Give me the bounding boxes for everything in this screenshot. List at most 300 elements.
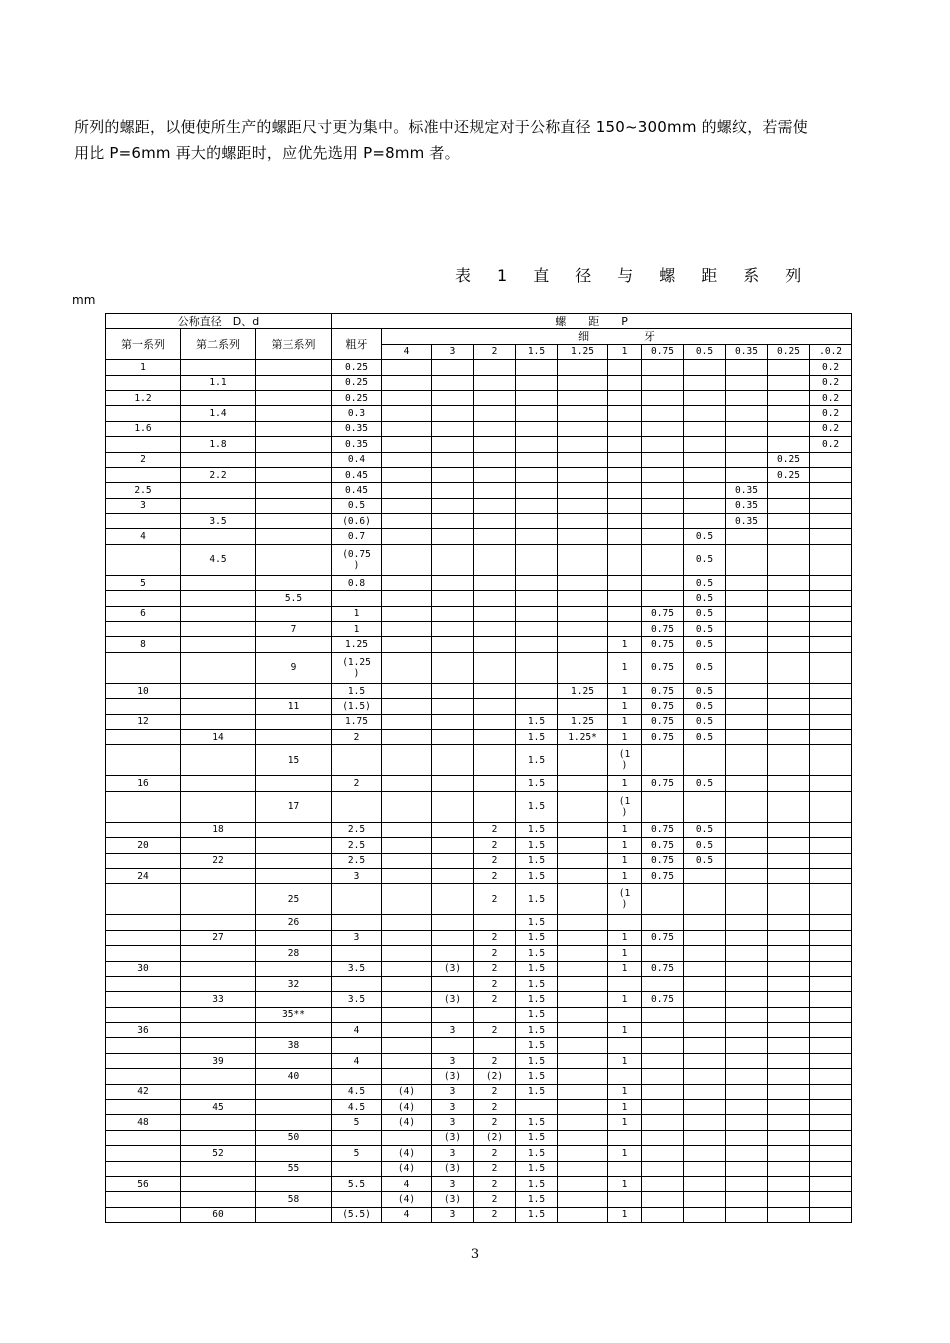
table-cell [684,360,726,375]
table-cell [608,483,642,498]
table-cell [106,1069,181,1084]
table-cell [558,961,608,976]
table-row [106,822,852,837]
table-cell: 2.5 [332,822,382,837]
table-row [106,884,852,915]
table-cell [810,1207,852,1222]
table-cell [516,652,558,683]
table-cell: 1.1 [181,375,256,390]
table-cell [516,467,558,482]
table-cell [768,884,810,915]
table-cell [474,652,516,683]
table-cell: 40 [256,1069,332,1084]
table-cell [382,791,432,822]
table-cell [106,946,181,961]
table-cell [768,1146,810,1161]
table-cell: 0.35 [726,498,768,513]
table-row [106,1007,852,1022]
table-cell: 0.5 [684,838,726,853]
table-cell [181,483,256,498]
table-cell: 5.5 [332,1176,382,1191]
table-cell [608,1130,642,1145]
table-cell [106,699,181,714]
table-cell [382,606,432,621]
table-cell [432,745,474,776]
table-cell [726,529,768,544]
fine-pitch-header: 0.75 [642,344,684,359]
table-cell [256,1115,332,1130]
table-cell [432,637,474,652]
table-cell [558,591,608,606]
table-cell: 33 [181,992,256,1007]
table-cell [382,1007,432,1022]
table-row [106,714,852,729]
table-cell [810,976,852,991]
table-cell: 2 [474,1207,516,1222]
table-cell [608,1038,642,1053]
table-cell [726,1130,768,1145]
table-cell [106,1100,181,1115]
table-cell: 55 [256,1161,332,1176]
table-cell: 2 [332,776,382,791]
table-cell [558,853,608,868]
table-cell [558,406,608,421]
table-cell [516,622,558,637]
header-coarse: 粗牙 [332,329,382,360]
table-cell [332,1069,382,1084]
table-cell [181,1161,256,1176]
table-cell [106,591,181,606]
table-cell: 2 [474,853,516,868]
table-cell [642,1038,684,1053]
table-cell [768,406,810,421]
table-row [106,452,852,467]
table-cell: 0.5 [684,714,726,729]
table-cell: 1 [608,1207,642,1222]
table-cell: 0.25 [768,452,810,467]
table-cell: (0.75 ) [332,544,382,575]
table-caption [455,263,801,286]
table-cell [642,745,684,776]
table-cell: 1.2 [106,390,181,405]
table-cell [474,437,516,452]
table-cell: 6 [106,606,181,621]
table-row [106,437,852,452]
table-row [106,1176,852,1191]
table-cell: (0.6) [332,514,382,529]
table-cell [382,976,432,991]
table-cell: 0.7 [332,529,382,544]
table-cell: 10 [106,683,181,698]
table-cell: 0.35 [332,437,382,452]
table-cell: 1.5 [516,745,558,776]
table-cell [684,915,726,930]
table-cell: 0.35 [726,483,768,498]
table-cell [768,1023,810,1038]
table-cell: 18 [181,822,256,837]
table-cell [642,1146,684,1161]
table-cell: 2 [106,452,181,467]
table-cell [684,976,726,991]
table-cell: (4) [382,1084,432,1099]
table-cell [382,683,432,698]
table-cell [256,498,332,513]
table-cell [256,714,332,729]
table-row [106,421,852,436]
table-cell [558,868,608,883]
table-cell: 1.5 [516,884,558,915]
table-cell [684,514,726,529]
table-cell [106,652,181,683]
table-cell [768,360,810,375]
table-cell: 1.8 [181,437,256,452]
table-cell [608,1069,642,1084]
table-cell [106,437,181,452]
table-cell [726,652,768,683]
table-cell [558,575,608,590]
table-cell [726,961,768,976]
table-cell [768,622,810,637]
table-cell [474,1038,516,1053]
table-cell: 3.5 [181,514,256,529]
table-cell [382,467,432,482]
table-cell: 1.5 [516,838,558,853]
table-cell [684,452,726,467]
table-cell [684,437,726,452]
table-cell [642,1069,684,1084]
table-cell: 1.5 [516,1161,558,1176]
table-cell [382,575,432,590]
table-cell: (3) [432,1130,474,1145]
table-cell [106,915,181,930]
table-row [106,776,852,791]
table-cell [768,776,810,791]
table-cell [726,915,768,930]
table-cell [768,1161,810,1176]
table-cell [642,1207,684,1222]
table-cell [558,992,608,1007]
table-cell [642,360,684,375]
table-cell [810,1176,852,1191]
table-cell: 1.5 [516,1053,558,1068]
table-cell [516,529,558,544]
table-cell: 1.5 [516,930,558,945]
table-cell [181,683,256,698]
table-cell [256,390,332,405]
table-cell: 1.25 [558,683,608,698]
table-cell: 1.5 [516,1130,558,1145]
table-cell [810,575,852,590]
table-row [106,498,852,513]
table-cell [106,1207,181,1222]
table-cell [106,992,181,1007]
table-cell [642,1115,684,1130]
table-cell [181,915,256,930]
table-cell: 2.2 [181,467,256,482]
table-cell [558,1192,608,1207]
table-cell [558,930,608,945]
table-cell [726,452,768,467]
table-cell: 1.25 [558,714,608,729]
table-cell [382,390,432,405]
table-cell [382,1053,432,1068]
table-cell: 1.5 [516,1084,558,1099]
table-cell [810,1053,852,1068]
table-cell [642,591,684,606]
table-cell [256,1023,332,1038]
table-cell [106,375,181,390]
table-cell: 26 [256,915,332,930]
table-cell [382,1038,432,1053]
table-cell [382,930,432,945]
table-cell: 0.2 [810,390,852,405]
table-cell [608,406,642,421]
table-cell [474,637,516,652]
table-cell: 36 [106,1023,181,1038]
table-cell: 1.5 [516,976,558,991]
table-cell: 1 [608,961,642,976]
table-cell: 0.5 [684,776,726,791]
table-cell [382,699,432,714]
table-cell: 0.8 [332,575,382,590]
unit-label: mm [72,293,96,307]
table-cell: 2.5 [332,853,382,868]
table-cell [181,591,256,606]
table-cell [608,437,642,452]
table-cell: 1 [608,729,642,744]
table-cell: 0.75 [642,622,684,637]
table-cell [181,776,256,791]
table-cell [474,776,516,791]
table-cell [810,791,852,822]
table-cell [810,1023,852,1038]
table-cell [558,1053,608,1068]
table-cell [516,452,558,467]
table-cell: 1.5 [516,1069,558,1084]
table-cell: 1.5 [516,822,558,837]
table-cell [810,1100,852,1115]
table-cell: 0.45 [332,483,382,498]
table-cell: 32 [256,976,332,991]
paragraph-line: 所列的螺距，以便使所生产的螺距尺寸更为集中。标准中还规定对于公称直径 150~300mm 的螺纹，若需使 [74,118,808,136]
table-cell: 1.6 [106,421,181,436]
table-cell [558,1038,608,1053]
table-cell [726,1146,768,1161]
table-cell: 3 [432,1023,474,1038]
table-cell [432,946,474,961]
table-cell [332,884,382,915]
table-cell [768,529,810,544]
table-cell [810,838,852,853]
table-cell [726,575,768,590]
table-cell [642,1176,684,1191]
table-cell [558,544,608,575]
table-cell [810,529,852,544]
table-cell: 1 [608,1176,642,1191]
table-cell [181,498,256,513]
table-cell: 1.5 [516,853,558,868]
table-cell [256,437,332,452]
table-cell [768,390,810,405]
table-cell [810,745,852,776]
table-cell [516,1100,558,1115]
table-cell [684,375,726,390]
table-cell [474,452,516,467]
table-cell [432,452,474,467]
table-cell [516,406,558,421]
table-cell: 3 [106,498,181,513]
table-cell [432,514,474,529]
table-cell [382,452,432,467]
table-cell [608,375,642,390]
table-cell [432,1038,474,1053]
table-cell [332,1192,382,1207]
table-cell: 5 [332,1115,382,1130]
table-cell [558,498,608,513]
table-cell [332,976,382,991]
table-cell [558,946,608,961]
table-cell [768,1192,810,1207]
table-cell [726,822,768,837]
pitch-table [105,313,852,1223]
table-cell [181,946,256,961]
table-cell [768,1084,810,1099]
table-cell [726,622,768,637]
table-cell [768,1038,810,1053]
table-cell [382,360,432,375]
table-cell [432,529,474,544]
table-cell [642,946,684,961]
table-cell [432,483,474,498]
table-cell [684,483,726,498]
table-cell [332,1038,382,1053]
table-cell [474,575,516,590]
table-cell: 2 [474,1176,516,1191]
table-cell [726,1038,768,1053]
table-cell [106,1038,181,1053]
table-cell [256,683,332,698]
table-cell [106,467,181,482]
table-cell [432,622,474,637]
table-cell [106,884,181,915]
table-cell: 8 [106,637,181,652]
table-cell [642,915,684,930]
table-cell: (3) [432,961,474,976]
table-cell [106,544,181,575]
table-cell [474,421,516,436]
table-cell [726,467,768,482]
table-cell [256,838,332,853]
table-cell: 0.2 [810,421,852,436]
table-cell [726,791,768,822]
table-cell [768,838,810,853]
table-cell: 0.75 [642,714,684,729]
table-cell [726,421,768,436]
table-cell [642,452,684,467]
table-cell [768,1100,810,1115]
table-cell [558,390,608,405]
table-cell: 0.5 [684,606,726,621]
table-cell [474,544,516,575]
table-cell [474,622,516,637]
table-cell [608,606,642,621]
table-cell [642,976,684,991]
table-cell [726,729,768,744]
table-cell [684,946,726,961]
table-cell [558,452,608,467]
table-row [106,1053,852,1068]
table-cell [474,529,516,544]
table-row [106,529,852,544]
table-row [106,1084,852,1099]
table-cell [558,514,608,529]
table-cell [810,591,852,606]
table-cell: 1 [608,838,642,853]
body-paragraph [74,114,854,166]
table-cell [256,1176,332,1191]
table-cell [642,390,684,405]
table-cell: (2) [474,1130,516,1145]
table-row [106,544,852,575]
table-cell [768,575,810,590]
table-cell [810,652,852,683]
table-cell: 0.5 [684,652,726,683]
table-cell [768,699,810,714]
table-cell [810,1192,852,1207]
table-cell [642,529,684,544]
table-cell [432,437,474,452]
table-cell [558,467,608,482]
table-cell [642,1100,684,1115]
table-cell: 1 [608,1053,642,1068]
table-cell [768,498,810,513]
table-cell [558,699,608,714]
table-cell [642,1130,684,1145]
table-cell [608,1007,642,1022]
table-row [106,853,852,868]
table-cell: 1.5 [516,1146,558,1161]
table-cell: 3 [432,1053,474,1068]
table-cell [474,390,516,405]
table-cell [642,791,684,822]
table-cell: 3 [432,1176,474,1191]
table-cell [684,1130,726,1145]
table-cell [558,1069,608,1084]
table-row [106,606,852,621]
table-cell: 45 [181,1100,256,1115]
table-cell: (5.5) [332,1207,382,1222]
table-cell: 1.75 [332,714,382,729]
table-cell: 1.5 [516,992,558,1007]
table-cell [684,930,726,945]
table-cell [382,1023,432,1038]
table-cell [181,622,256,637]
table-cell [432,652,474,683]
table-cell [684,1007,726,1022]
table-cell: 5 [332,1146,382,1161]
table-cell [558,1115,608,1130]
table-body [106,360,852,1223]
table-cell [726,1100,768,1115]
header-pitch: 螺 距 P [332,314,852,329]
table-cell [608,360,642,375]
table-cell [684,791,726,822]
table-cell: 2 [474,1023,516,1038]
table-cell [810,467,852,482]
table-cell [810,1115,852,1130]
table-cell [516,437,558,452]
table-cell [768,375,810,390]
